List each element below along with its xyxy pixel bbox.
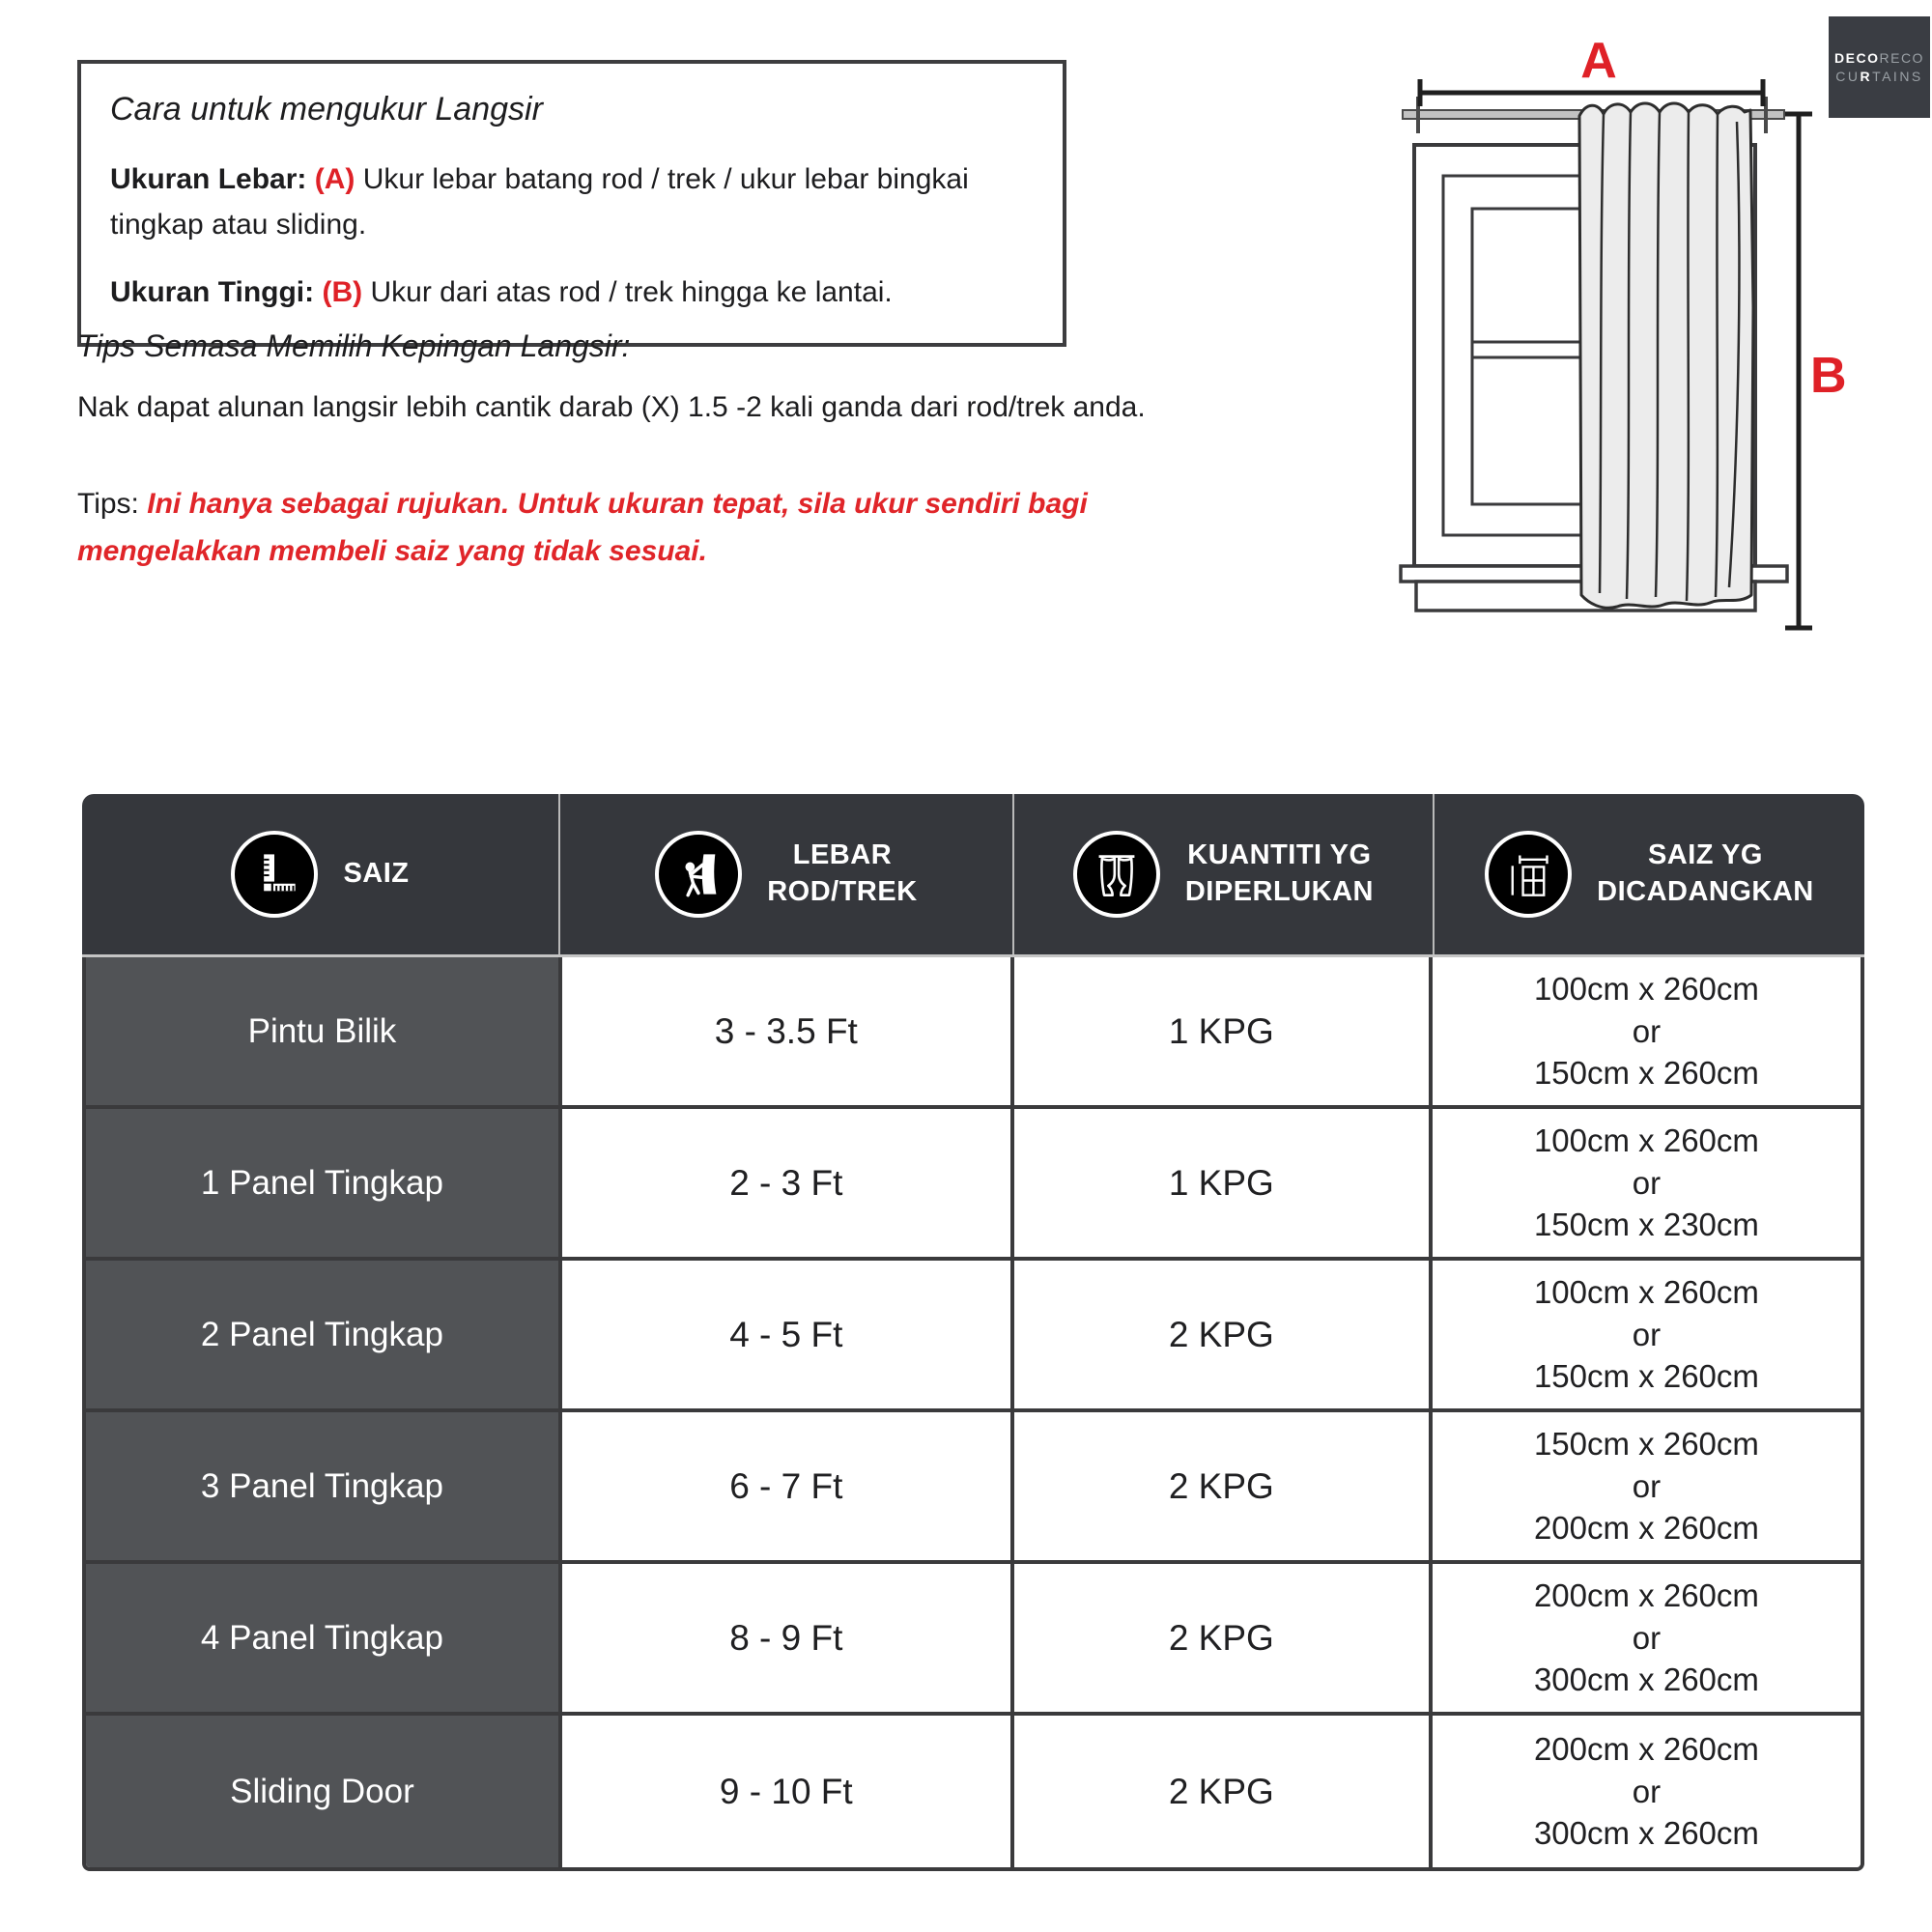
rod-width-cell: 4 - 5 Ft xyxy=(562,1261,1014,1412)
tips-warning-label: Tips: xyxy=(77,488,139,520)
quantity-cell: 1 KPG xyxy=(1014,957,1433,1109)
row-label: Sliding Door xyxy=(86,1716,562,1867)
width-text: Ukur lebar batang rod / trek / ukur lebar bingkai tingkap atau sliding. xyxy=(110,163,969,241)
ruler-icon xyxy=(231,831,318,918)
brand-logo xyxy=(1829,16,1930,118)
rod-width-cell: 9 - 10 Ft xyxy=(562,1716,1014,1867)
marker-a-label: A xyxy=(1580,33,1617,89)
marker-b-label: B xyxy=(1810,348,1847,404)
quantity-cell: 2 KPG xyxy=(1014,1412,1433,1564)
tips-heading: Tips Semasa Memilih Kepingan Langsir: xyxy=(77,328,631,363)
height-instruction xyxy=(110,270,1034,316)
row-label: 4 Panel Tingkap xyxy=(86,1564,562,1716)
column-header-saiz-dicadangkan: SAIZ YG DICADANGKAN xyxy=(1435,794,1864,954)
recommended-size-cell: 200cm x 260cm or 300cm x 260cm xyxy=(1433,1716,1861,1867)
tips-section xyxy=(77,328,1294,431)
width-label: Ukuran Lebar: xyxy=(110,163,307,195)
quantity-cell: 2 KPG xyxy=(1014,1564,1433,1716)
brand-name: DECORECO xyxy=(1834,50,1924,67)
table-body xyxy=(82,957,1864,1871)
width-instruction xyxy=(110,157,1034,247)
height-measure-line xyxy=(1785,114,1812,628)
tips-warning-text: Ini hanya sebagai rujukan. Untuk ukuran tepat, sila ukur sendiri bagi mengelakkan membeli saiz yang tidak sesuai. xyxy=(77,488,1088,567)
tips-warning xyxy=(77,481,1265,575)
recommended-size-cell: 100cm x 260cm or 150cm x 260cm xyxy=(1433,1261,1861,1412)
brand-subtitle: CURTAINS xyxy=(1835,68,1923,84)
row-label: 2 Panel Tingkap xyxy=(86,1261,562,1412)
recommended-size-cell: 100cm x 260cm or 150cm x 230cm xyxy=(1433,1109,1861,1261)
tips-body: Nak dapat alunan langsir lebih cantik darab (X) 1.5 -2 kali ganda dari rod/trek anda. xyxy=(77,391,1146,423)
size-guide-table xyxy=(82,794,1864,1871)
curtain-illustration xyxy=(1579,103,1753,608)
recommended-size-cell: 100cm x 260cm or 150cm x 260cm xyxy=(1433,957,1861,1109)
row-label: 3 Panel Tingkap xyxy=(86,1412,562,1564)
quantity-cell: 2 KPG xyxy=(1014,1261,1433,1412)
curtains-icon xyxy=(1073,831,1160,918)
height-text: Ukur dari atas rod / trek hingga ke lantai. xyxy=(370,276,893,308)
rod-width-cell: 6 - 7 Ft xyxy=(562,1412,1014,1564)
recommended-size-cell: 150cm x 260cm or 200cm x 260cm xyxy=(1433,1412,1861,1564)
column-header-lebar-rod: LEBAR ROD/TREK xyxy=(560,794,1014,954)
rod-width-cell: 3 - 3.5 Ft xyxy=(562,957,1014,1109)
window-size-icon xyxy=(1485,831,1572,918)
quantity-cell: 1 KPG xyxy=(1014,1109,1433,1261)
column-header-saiz: SAIZ xyxy=(82,794,560,954)
instruction-box xyxy=(77,60,1066,347)
measurement-diagram xyxy=(1352,17,1893,640)
rod-width-cell: 8 - 9 Ft xyxy=(562,1564,1014,1716)
instruction-title: Cara untuk mengukur Langsir xyxy=(110,91,543,128)
measuring-person-icon xyxy=(655,831,742,918)
quantity-cell: 2 KPG xyxy=(1014,1716,1433,1867)
row-label: Pintu Bilik xyxy=(86,957,562,1109)
column-header-kuantiti: KUANTITI YG DIPERLUKAN xyxy=(1014,794,1435,954)
row-label: 1 Panel Tingkap xyxy=(86,1109,562,1261)
rod-width-cell: 2 - 3 Ft xyxy=(562,1109,1014,1261)
recommended-size-cell: 200cm x 260cm or 300cm x 260cm xyxy=(1433,1564,1861,1716)
height-marker-b: (B) xyxy=(322,276,363,308)
table-header-row xyxy=(82,794,1864,957)
width-marker-a: (A) xyxy=(314,163,355,195)
height-label: Ukuran Tinggi: xyxy=(110,276,315,308)
